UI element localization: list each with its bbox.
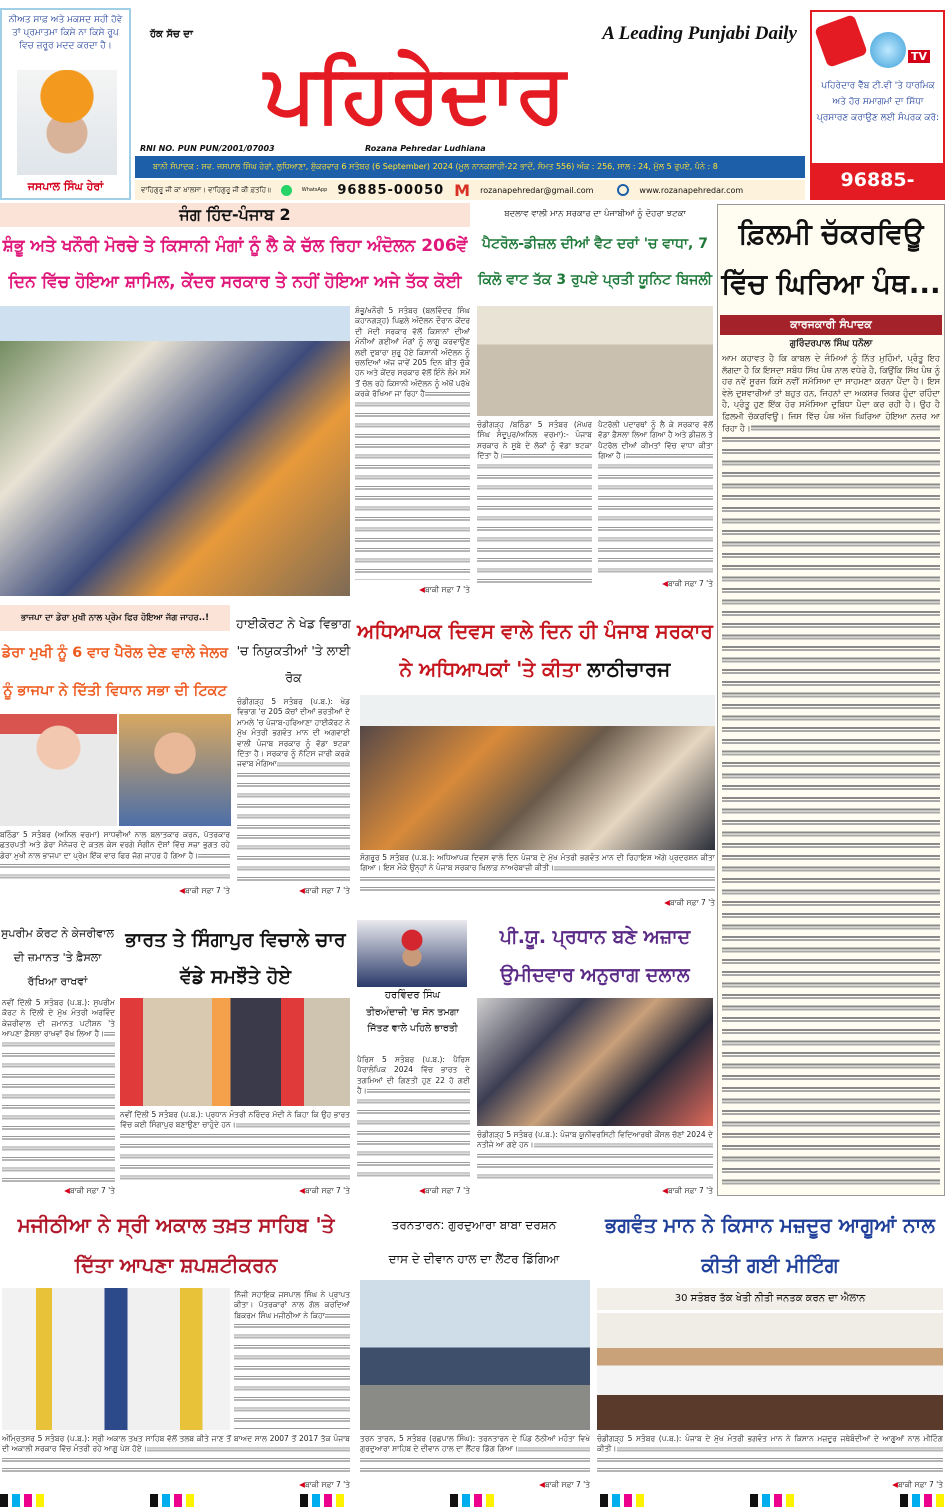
gmail-icon: M	[454, 180, 471, 200]
dera-chief-photo	[0, 714, 117, 826]
pu-body-text: ਚੰਡੀਗੜ੍ਹ 5 ਸਤੰਬਰ (ਪ.ਬ.): ਪੰਜਾਬ ਯੂਨੀਵਰਸਿਟੀ ਵਿਦਿਆਰਥੀ ਕੌਂਸਲ ਚੋਣਾਂ 2024 ਦੇ ਨਤੀਜੇ ਆ ਗਏ ਹਨ।	[477, 1130, 713, 1150]
supreme-body	[2, 998, 115, 1182]
teachers-headline-main: ਅਧਿਆਪਕ ਦਿਵਸ ਵਾਲੇ ਦਿਨ ਹੀ ਪੰਜਾਬ ਸਰਕਾਰ ਨੇ ਅਧਿਆਪਕਾਂ 'ਤੇ ਕੀਤਾ	[357, 619, 713, 681]
tarntaran-body	[360, 1434, 590, 1476]
farmers-body	[355, 306, 470, 580]
lathicharge-photo	[360, 695, 715, 850]
teachers-body	[360, 853, 715, 895]
left-ad	[0, 8, 131, 200]
right-ad-text: ਪਹਿਰੇਦਾਰ ਵੈੱਬ ਟੀ.ਵੀ 'ਤੇ ਧਾਰਮਿਕ ਅਤੇ ਹੋਰ ਸਮਾਗਮਾਂ ਦਾ ਸਿੱਧਾ ਪ੍ਰਸਾਰਣ ਕਰਾਉਣ ਲਈ ਸੰਪਰਕ ਕਰੋ:	[816, 81, 940, 123]
founder-name: ਜਸਪਾਲ ਸਿੰਘ ਹੇਰਾਂ	[27, 180, 104, 193]
teachers-body-text: ਸੰਗਰੂਰ 5 ਸਤੰਬਰ (ਪ.ਬ.): ਅਧਿਆਪਕ ਦਿਵਸ ਵਾਲੇ ਦਿਨ ਪੰਜਾਬ ਦੇ ਮੁੱਖ ਮੰਤਰੀ ਭਗਵੰਤ ਮਾਨ ਦੀ ਰਿਹਾਇਸ਼ ਅੱਗੇ ਪ੍ਰਦਰਸ਼ਨ ਕੀਤਾ ਗਿਆ। ਇਸ ਮੌਕੇ ਉਨ੍ਹਾਂ ਨੇ ਪੰਜਾਬ ਸਰਕਾਰ ਖ਼ਿਲਾਫ਼ ਨਾਅਰੇਬਾਜ਼ੀ ਕੀਤੀ।	[360, 853, 715, 873]
whatsapp-icon	[281, 185, 292, 196]
highcourt-body	[237, 697, 350, 882]
farmers-banner: ਜੰਗ ਹਿੰਦ-ਪੰਜਾਬ 2	[0, 203, 470, 227]
editorial-role: ਕਾਰਜਕਾਰੀ ਸੰਪਾਦਕ	[720, 315, 942, 335]
founder-photo	[17, 70, 117, 175]
petrol-body-text: ਚੰਡੀਗੜ੍ਹ /ਬਠਿੰਡਾ 5 ਸਤੰਬਰ (ਮੱਘਰ ਸਿੰਘ ਸੰਦੂਪੁਰ/ਅਨਿਲ ਵਰਮਾ):- ਪੰਜਾਬ ਸਰਕਾਰ ਨੇ ਸੂਬੇ ਦੇ ਲੋਕਾਂ ਨੂੰ ਵੱਡਾ ਝਟਕਾ ਦਿੱਤਾ ਹੈ।	[477, 420, 592, 461]
highcourt-continued[interactable]: ◀ ਬਾਕੀ ਸਫ਼ਾ 7 'ਤੇ	[275, 886, 350, 896]
greeting: ਵਾਹਿਗੁਰੂ ਜੀ ਕਾ ਖ਼ਾਲਸਾ। ਵਾਹਿਗੁਰੂ ਜੀ ਕੀ ਫ਼ਤਹਿ॥	[141, 185, 271, 194]
mann-meeting-photo	[597, 1313, 943, 1430]
farmers-continued[interactable]: ◀ ਬਾਕੀ ਸਫ਼ਾ 7 'ਤੇ	[395, 585, 470, 595]
tarntaran-headline-line1: ਤਰਨਤਾਰਨ: ਗੁਰਦੁਆਰਾ ਬਾਬਾ ਦਰਸ਼ਨ	[391, 1218, 557, 1232]
masthead	[135, 8, 807, 200]
jailer-photo	[119, 714, 231, 826]
singapore-body-text: ਨਵੀਂ ਦਿੱਲੀ 5 ਸਤੰਬਰ (ਪ.ਬ.): ਪ੍ਰਧਾਨ ਮੰਤਰੀ ਨਰਿੰਦਰ ਮੋਦੀ ਨੇ ਕਿਹਾ ਕਿ ਉਹ ਭਾਰਤ ਵਿੱਚ ਕਈ ਸਿੰਗਾਪੁਰ ਬਣਾਉਣਾ ਚਾਹੁੰਦੇ ਹਨ।	[120, 1110, 350, 1130]
majithia-body-text-2: ਅੰਮ੍ਰਿਤਸਰ 5 ਸਤੰਬਰ (ਪ.ਬ.): ਸ੍ਰੀ ਅਕਾਲ ਤਖ਼ਤ ਸਾਹਿਬ ਵੱਲੋਂ ਤਲਬ ਕੀਤੇ ਜਾਣ ਤੋਂ ਬਾਅਦ ਸਾਲ 2007 ਤੋਂ 2017 ਤੱਕ ਪੰਜਾਬ ਦੀ ਅਕਾਲੀ ਸਰਕਾਰ ਵਿੱਚ ਮੰਤਰੀ ਰਹੇ ਆਗੂ ਪੇਸ਼ ਹੋਏ।	[2, 1434, 350, 1454]
teachers-headline-emphasis: ਲਾਠੀਚਾਰਜ	[587, 657, 671, 681]
majithia-body-side	[234, 1290, 350, 1430]
teachers-headline[interactable]	[355, 612, 715, 690]
supreme-continued[interactable]: ◀ ਬਾਕੀ ਸਫ਼ਾ 7 'ਤੇ	[40, 1186, 115, 1196]
majithia-headline[interactable]: ਮਜੀਠੀਆ ਨੇ ਸ੍ਰੀ ਅਕਾਲ ਤਖ਼ਤ ਸਾਹਿਬ 'ਤੇ ਦਿੱਤਾ ਆਪਣਾ ਸ਼ਪਸ਼ਟੀਕਰਨ	[17, 1213, 335, 1277]
masthead-slogan: A Leading Punjabi Daily	[602, 23, 797, 44]
dera-body-text: ਬਠਿੰਡਾ 5 ਸਤੰਬਰ (ਅਨਿਲ ਵਰਮਾ) ਸਾਧਵੀਆਂ ਨਾਲ ਬਲਾਤਕਾਰ ਕਰਨ, ਪੱਤਰਕਾਰ ਛਤਰਪਤੀ ਅਤੇ ਡੇਰਾ ਮੈਨੇਜਰ ਦੇ ਕਤਲ ਕੇਸ ਵਰਗੇ ਸੰਗੀਨ ਦੋਸ਼ਾਂ ਵਿੱਚ ਸਜ਼ਾ ਭੁਗਤ ਰਹੇ ਡੇਰਾ ਮੁਖੀ ਨਾਲ ਭਾਜਪਾ ਦਾ ਪ੍ਰੇਮ ਇੱਕ ਵਾਰ ਫਿਰ ਜੱਗ ਜਾਹਰ ਹੋ ਗਿਆ ਹੈ।	[0, 830, 230, 860]
farmers-headline[interactable]: ਸ਼ੰਭੂ ਅਤੇ ਖਨੌਰੀ ਮੋਰਚੇ ਤੇ ਕਿਸਾਨੀ ਮੰਗਾਂ ਨੂੰ ਲੈ ਕੇ ਚੱਲ ਰਿਹਾ ਅੰਦੋਲਨ 206ਵੇਂ ਦਿਨ ਵਿੱਚ ਹੋਇਆ ਸ਼ਾਮਿਲ, ਕੇਂਦਰ ਸਰਕਾਰ ਤੇ ਨਹੀਂ ਹੋਇਆ ਅਜੇ ਤੱਕ ਕੋਈ	[2, 236, 468, 292]
tarntaran-continued[interactable]: ◀ ਬਾਕੀ ਸਫ਼ਾ 7 'ਤੇ	[515, 1480, 590, 1490]
harvinder-caption: ਹਰਵਿੰਦਰ ਸਿੰਘ	[384, 990, 441, 1001]
india-singapore-photo	[120, 998, 350, 1106]
tarntaran-headline-line2: ਦਾਸ ਦੇ ਦੀਵਾਨ ਹਾਲ ਦਾ ਲੈਂਟਰ ਡਿੱਗਿਆ	[388, 1252, 560, 1266]
info-bar: ਬਾਨੀ ਸੰਪਾਦਕ : ਸਵ. ਜਸਪਾਲ ਸਿੰਘ ਹੇਰਾਂ, ਲੁਧਿਆਣਾ, ਸ਼ੁੱਕਰਵਾਰ 6 ਸਤੰਬਰ (6 September) 2024 (ਮੂਲ ਨਾਨਕਸ਼ਾਹੀ-22 ਭਾਦੋਂ, ਸੰਮਤ 556) ਅੰਕ : 256, ਸਾਲ : 24, ਮੁੱਲ 5 ਰੁਪਏ, ਪੰਨੇ : 8	[135, 156, 805, 178]
contact-phone[interactable]: 96885-00050	[337, 182, 445, 198]
majithia-body-bottom	[2, 1434, 350, 1476]
pu-celebration-photo	[477, 998, 713, 1126]
editorial-box	[717, 204, 945, 1196]
petrol-body-col1	[477, 420, 592, 588]
meeting-photo	[477, 306, 713, 416]
right-ad-phone[interactable]: 96885-	[812, 163, 943, 198]
editorial-body-text: ਆਮ ਕਹਾਵਤ ਹੈ ਕਿ ਕਾਬਲ ਦੇ ਜੰਮਿਆਂ ਨੂੰ ਨਿੱਤ ਮੁਹਿੰਮਾਂ, ਪ੍ਰੰਤੂ ਇਹ ਲੱਗਦਾ ਹੈ ਕਿ ਇਸਦਾ ਸਬੰਧ ਸਿੱਖ ਪੰਥ ਨਾਲ ਵਧੇਰੇ ਹੈ, ਕਿਉਂਕਿ ਸਿੱਖ ਪੰਥ ਨੂੰ ਹਰ ਨਵੇਂ ਸੂਰਜ ਕਿਸੇ ਨਵੀਂ ਸਮੱਸਿਆ ਦਾ ਸਾਹਮਣਾ ਕਰਨਾ ਪੈਂਦਾ ਹੈ। ਇਸ ਵੇਲੇ ਦੁਸ਼ਵਾਰੀਆਂ ਤਾਂ ਬਹੁਤ ਹਨ, ਜਿਹਨਾਂ ਦਾ ਅਕਸਰ ਜ਼ਿਕਰ ਹੁੰਦਾ ਰਹਿੰਦਾ ਹੈ, ਪ੍ਰੰਤੂ ਹੁਣ ਇੱਕ ਹੋਰ ਸਮੱਸਿਆ ਦੁਬਿਧਾ ਪੈਦਾ ਕਰ ਰਹੀ ਹੈ। ਉਹ ਹੈ ਫ਼ਿਲਮੀ ਚੱਕਰਵਿਊ। ਜਿਸ ਵਿੱਚ ਪੰਥ ਅੱਜ ਘਿਰਿਆ ਹੋਇਆ ਨਜ਼ਰ ਆ ਰਿਹਾ ਹੈ।	[722, 353, 940, 433]
whatsapp-label: WhatsApp	[301, 187, 328, 193]
dera-continued[interactable]: ◀ ਬਾਕੀ ਸਫ਼ਾ 7 'ਤੇ	[155, 886, 230, 896]
supreme-body-text: ਨਵੀਂ ਦਿੱਲੀ 5 ਸਤੰਬਰ (ਪ.ਬ.): ਸੁਪਰੀਮ ਕੋਰਟ ਨੇ ਦਿੱਲੀ ਦੇ ਮੁੱਖ ਮੰਤਰੀ ਅਰਵਿੰਦ ਕੇਜਰੀਵਾਲ ਦੀ ਜ਼ਮਾਨਤ ਪਟੀਸ਼ਨ 'ਤੇ ਆਪਣਾ ਫ਼ੈਸਲਾ ਰਾਖਵਾਂ ਰੱਖ ਲਿਆ ਹੈ।	[2, 998, 115, 1039]
editorial-headline[interactable]: ਫ਼ਿਲਮੀ ਚੱਕਰਵਿਊ ਵਿੱਚ ਘਿਰਿਆ ਪੰਥ...	[721, 217, 941, 300]
singapore-headline[interactable]: ਭਾਰਤ ਤੇ ਸਿੰਗਾਪੁਰ ਵਿਚਾਲੇ ਚਾਰ ਵੱਡੇ ਸਮਝੌਤੇ ਹੋਏ	[125, 929, 346, 988]
contact-bar	[135, 180, 805, 200]
mann-body-text: ਚੰਡੀਗੜ੍ਹ 5 ਸਤੰਬਰ (ਪ.ਬ.): ਪੰਜਾਬ ਦੇ ਮੁੱਖ ਮੰਤਰੀ ਭਗਵੰਤ ਮਾਨ ਨੇ ਕਿਸਾਨ ਮਜ਼ਦੂਰ ਜਥੇਬੰਦੀਆਂ ਦੇ ਆਗੂਆਂ ਨਾਲ ਮੀਟਿੰਗ ਕੀਤੀ।	[597, 1434, 943, 1454]
left-ad-quote: ਨੀਅਤ ਸਾਫ਼ ਅਤੇ ਮਕਸਦ ਸਹੀ ਹੋਵੇ ਤਾਂ ਪ੍ਰਮਾਤਮਾ ਕਿਸੇ ਨਾ ਕਿਸੇ ਰੂਪ ਵਿਚ ਜ਼ਰੂਰ ਮਦਦ ਕਰਦਾ ਹੈ।	[8, 15, 123, 51]
dera-headline[interactable]: ਡੇਰਾ ਮੁਖੀ ਨੂੰ 6 ਵਾਰ ਪੈਰੋਲ ਦੇਣ ਵਾਲੇ ਜੇਲਰ ਨੂੰ ਭਾਜਪਾ ਨੇ ਦਿੱਤੀ ਵਿਧਾਨ ਸਭਾ ਦੀ ਟਿਕਟ	[1, 645, 229, 699]
supreme-headline[interactable]: ਸੁਪਰੀਮ ਕੋਰਟ ਨੇ ਕੇਜਰੀਵਾਲ ਦੀ ਜ਼ਮਾਨਤ 'ਤੇ ਫ਼ੈਸਲਾ ਰੱਖਿਆ ਰਾਖਵਾਂ	[1, 927, 114, 988]
teachers-continued[interactable]: ◀ ਬਾਕੀ ਸਫ਼ਾ 7 'ਤੇ	[640, 898, 715, 908]
petrol-kicker: ਬਦਲਾਵ ਵਾਲੀ ਮਾਨ ਸਰਕਾਰ ਦਾ ਪੰਜਾਬੀਆਂ ਨੂੰ ਦੋਹਰਾ ਝਟਕਾ	[504, 209, 686, 219]
rni-number: RNI NO. PUN PUN/2001/07003	[140, 144, 275, 153]
edition-name: Rozana Pehredar Ludhiana	[365, 144, 486, 153]
petrol-body-text-2: ਪੈਟਰੋਲੀ ਪਦਾਰਥਾਂ ਨੂੰ ਲੈ ਕੇ ਸਰਕਾਰ ਵੱਲੋਂ ਵੱਡਾ ਫ਼ੈਸਲਾ ਲਿਆ ਗਿਆ ਹੈ ਅਤੇ ਡੀਜ਼ਲ ਤੇ ਪੈਟਰੋਲ ਦੀਆਂ ਕੀਮਤਾਂ ਵਿੱਚ ਵਾਧਾ ਕੀਤਾ ਗਿਆ ਹੈ।	[598, 420, 713, 461]
tarntaran-body-text: ਤਰਨ ਤਾਰਨ, 5 ਸਤੰਬਰ (ਰਛਪਾਲ ਸਿੰਘ): ਤਰਨਤਾਰਨ ਦੇ ਪਿੰਡ ਠੱਠੀਆਂ ਮਹੰਤਾ ਵਿਖੇ ਗੁਰਦੁਆਰਾ ਸਾਹਿਬ ਦੇ ਦੀਵਾਨ ਹਾਲ ਦਾ ਲੈਂਟਰ ਡਿੱਗ ਗਿਆ।	[360, 1434, 590, 1454]
globe-icon	[617, 184, 629, 196]
petrol-continued[interactable]: ◀ ਬਾਕੀ ਸਫ਼ਾ 7 'ਤੇ	[638, 579, 713, 589]
mann-headline[interactable]: ਭਗਵੰਤ ਮਾਨ ਨੇ ਕਿਸਾਨ ਮਜ਼ਦੂਰ ਆਗੂਆਂ ਨਾਲ ਕੀਤੀ ਗਈ ਮੀਟਿੰਗ	[605, 1213, 935, 1277]
harvinder-headline[interactable]: ਤੀਰਅੰਦਾਜ਼ੀ 'ਚ ਸੋਨ ਤਮਗਾ ਜਿੱਤਣ ਵਾਲੇ ਪਹਿਲੇ ਭਾਰਤੀ	[365, 1007, 460, 1034]
petrol-body-col2	[598, 420, 713, 574]
harvinder-photo	[357, 920, 467, 987]
contact-website[interactable]: www.rozanapehredar.com	[639, 185, 744, 195]
majithia-continued[interactable]: ◀ ਬਾਕੀ ਸਫ਼ਾ 7 'ਤੇ	[275, 1480, 350, 1490]
dera-kicker: ਭਾਜਪਾ ਦਾ ਡੇਰਾ ਮੁਖੀ ਨਾਲ ਪ੍ਰੇਮ ਫਿਰ ਹੋਇਆ ਜੱਗ ਜਾਹਰ..!	[0, 605, 230, 631]
editorial-author: ਗੁਰਿੰਦਰਪਾਲ ਸਿੰਘ ਧਨੌਲਾ	[789, 339, 873, 349]
right-ad	[810, 10, 945, 200]
tv-badge: TV	[908, 50, 930, 63]
collapsed-roof-photo	[360, 1280, 590, 1430]
pu-body	[477, 1130, 713, 1182]
highcourt-body-text: ਚੰਡੀਗੜ੍ਹ 5 ਸਤੰਬਰ (ਪ.ਬ.): ਖੇਡ ਵਿਭਾਗ 'ਚ 205 ਕੋਚਾਂ ਦੀਆਂ ਭਰਤੀਆਂ ਦੇ ਮਾਮਲੇ 'ਚ ਪੰਜਾਬ-ਹਰਿਆਣਾ ਹਾਈਕੋਰਟ ਨੇ ਮੁੱਖ ਮੰਤਰੀ ਭਗਵੰਤ ਮਾਨ ਦੀ ਅਗਵਾਈ ਵਾਲੀ ਪੰਜਾਬ ਸਰਕਾਰ ਨੂੰ ਵੱਡਾ ਝਟਕਾ ਦਿੱਤਾ ਹੈ। ਸਰਕਾਰ ਨੂੰ ਨੋਟਿਸ ਜਾਰੀ ਕਰਕੇ ਜਵਾਬ ਮੰਗਿਆ	[237, 697, 350, 769]
pu-continued[interactable]: ◀ ਬਾਕੀ ਸਫ਼ਾ 7 'ਤੇ	[638, 1186, 713, 1196]
petrol-headline[interactable]: ਪੈਟਰੋਲ-ਡੀਜ਼ਲ ਦੀਆਂ ਵੈਟ ਦਰਾਂ 'ਚ ਵਾਧਾ, 7 ਕਿਲੋ ਵਾਟ ਤੱਕ 3 ਰੁਪਏ ਪ੍ਰਤੀ ਯੂਨਿਟ ਬਿਜਲੀ	[477, 236, 713, 288]
mann-continued[interactable]: ◀ ਬਾਕੀ ਸਫ਼ਾ 7 'ਤੇ	[868, 1480, 943, 1490]
newspaper-logo: ਪਹਿਰੇਦਾਰ	[264, 48, 566, 140]
highcourt-headline[interactable]: ਹਾਈਕੋਰਟ ਨੇ ਖੇਡ ਵਿਭਾਗ 'ਚ ਨਿਯੁਕਤੀਆਂ 'ਤੇ ਲਾਈ ਰੋਕ	[236, 616, 351, 685]
editorial-body	[722, 353, 940, 1191]
microphone-logo-icon	[814, 14, 868, 68]
farmers-body-text: ਸ਼ੰਭੂ/ਖਨੌਰੀ 5 ਸਤੰਬਰ (ਬਲਵਿੰਦਰ ਸਿੰਘ ਕਹਾਨਗੜ੍ਹ) ਪਿਛਲੇ ਅੰਦੋਲਨ ਦੌਰਾਨ ਕੇਂਦਰ ਦੀ ਮੋਦੀ ਸਰਕਾਰ ਵੱਲੋਂ ਕਿਸਾਨਾਂ ਦੀਆਂ ਮੰਨੀਆਂ ਗਈਆਂ ਮੰਗਾਂ ਨੂੰ ਲਾਗੂ ਕਰਵਾਉਣ ਲਈ ਦੁਬਾਰਾ ਸ਼ੁਰੂ ਹੋਏ ਕਿਸਾਨੀ ਅੰਦੋਲਨ ਨੂੰ ਚਲਦਿਆਂ ਅੱਜ ਜਾਵੇਂ 205 ਦਿਨ ਬੀਤ ਚੁੱਕੇ ਹਨ ਅਤੇ ਕੇਂਦਰ ਸਰਕਾਰ ਵੱਲੋਂ ਇੰਨੇ ਲੰਮੇ ਸਮੇਂ ਤੋਂ ਚੱਲ ਰਹੇ ਕਿਸਾਨੀ ਅੰਦੋਲਨ ਨੂੰ ਅੱਖੋਂ ਪਰੋਖੇ ਕਰਕੇ ਰੱਖਿਆ ਜਾ ਰਿਹਾ ਹੈ	[355, 306, 470, 399]
pu-headline[interactable]: ਪੀ.ਯੂ. ਪ੍ਰਧਾਨ ਬਣੇ ਅਜ਼ਾਦ ਉਮੀਦਵਾਰ ਅਨੁਰਾਗ ਦਲਾਲ	[499, 926, 691, 986]
majithia-body-text: ਨਿੱਜੀ ਸਹਾਇਕ ਜਸਪਾਲ ਸਿੰਘ ਨੇ ਪ੍ਰਾਪਤ ਕੀਤਾ। ਪੱਤਰਕਾਰਾਂ ਨਾਲ ਗੱਲ ਕਰਦਿਆਂ ਬਿਕਰਮ ਸਿੰਘ ਮਜੀਠੀਆ ਨੇ ਕਿਹਾ	[234, 1290, 350, 1320]
harvinder-body-text: ਪੈਰਿਸ 5 ਸਤੰਬਰ (ਪ.ਬ.): ਪੈਰਿਸ ਪੈਰਾਲੰਪਿਕ 2024 ਵਿੱਚ ਭਾਰਤ ਦੇ ਤਗਮਿਆਂ ਦੀ ਗਿਣਤੀ ਹੁਣ 22 ਹੋ ਗਈ ਹੈ।	[357, 1055, 470, 1096]
globe-logo-icon	[870, 32, 906, 68]
contact-email[interactable]: rozanapehredar@gmail.com	[480, 185, 594, 195]
mann-subhead: 30 ਸਤੰਬਰ ਤੱਕ ਖੇਤੀ ਨੀਤੀ ਜਨਤਕ ਕਰਨ ਦਾ ਐਲਾਨ	[597, 1288, 943, 1310]
tarntaran-headline[interactable]	[355, 1208, 593, 1278]
singapore-continued[interactable]: ◀ ਬਾਕੀ ਸਫ਼ਾ 7 'ਤੇ	[275, 1186, 350, 1196]
singapore-body	[120, 1110, 350, 1182]
majithia-photo	[2, 1288, 230, 1430]
color-registration-marks	[0, 1494, 945, 1507]
harvinder-continued[interactable]: ◀ ਬਾਕੀ ਸਫ਼ਾ 7 'ਤੇ	[395, 1186, 470, 1196]
masthead-tagline: ਹੱਕ ਸੱਚ ਦਾ	[150, 29, 193, 40]
dera-body	[0, 830, 230, 882]
farmers-protest-photo	[0, 306, 350, 596]
mann-body	[597, 1434, 943, 1476]
harvinder-body	[357, 1055, 470, 1182]
